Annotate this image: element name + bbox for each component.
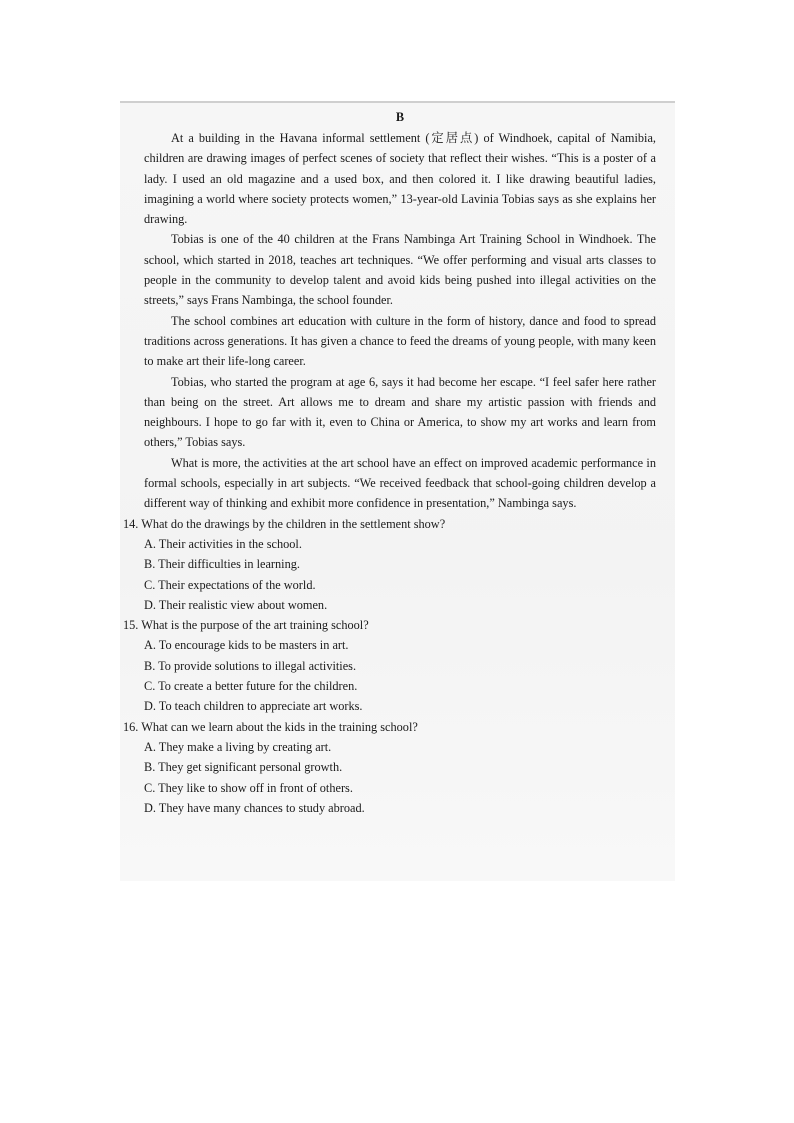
passage-paragraph-1: At a building in the Havana informal settlement (定居点) of Windhoek, capital of Namibia, children are drawing images of perfect scenes of society that reflect their wishes. “This is a poster of a lady. I used an old magazine and a used box, and then colored it. I like drawing beautiful ladies, imagining a world where society protects women,” 13-year-old Lavinia Tobias says as she explains her drawing. xyxy=(144,131,656,227)
section-heading: B xyxy=(395,110,405,124)
question-16-option-b: B. They get significant personal growth. xyxy=(144,760,343,775)
question-16-option-d: D. They have many chances to study abroad. xyxy=(144,800,365,815)
question-15-option-c: C. To create a better future for the children. xyxy=(144,679,358,694)
question-15-text: 15. What is the purpose of the art training school? xyxy=(123,618,369,633)
question-16-text: 16. What can we learn about the kids in the training school? xyxy=(123,719,418,734)
question-14-option-d: D. Their realistic view about women. xyxy=(144,597,328,612)
passage-paragraph-3: The school combines art education with culture in the form of history, dance and food to spread traditions across generations. It has given a chance to feed the dreams of young people, with many keen to make art their life-long career. xyxy=(144,313,656,369)
reading-passage xyxy=(123,108,656,818)
page-top-rule xyxy=(120,101,675,103)
question-14-option-c: C. Their expectations of the world. xyxy=(144,577,316,592)
passage-paragraph-5: What is more, the activities at the art school have an effect on improved academic performance in formal schools, especially in art subjects. “We received feedback that school-going children develop a different way of thinking and exhibit more confidence in presentation,” Nambinga says. xyxy=(144,455,656,511)
question-14 xyxy=(123,514,656,615)
question-15-option-b: B. To provide solutions to illegal activities. xyxy=(144,658,357,673)
question-14-option-a: A. Their activities in the school. xyxy=(144,536,302,551)
question-16-option-c: C. They like to show off in front of others. xyxy=(144,780,353,795)
passage-paragraph-2: Tobias is one of the 40 children at the Frans Nambinga Art Training School in Windhoek. The school, which started in 2018, teaches art techniques. “We offer performing and visual arts classes to people in the community to develop talent and avoid kids being pushed into illegal activities on the streets,” says Frans Nambinga, the school founder. xyxy=(144,232,656,308)
question-15-option-d: D. To teach children to appreciate art works. xyxy=(144,699,363,714)
passage-paragraph-4: Tobias, who started the program at age 6, says it had become her escape. “I feel safer here rather than being on the street. Art allows me to dream and share my artistic passion with friends and neighbours. I hope to go far with it, even to China or America, to show my art works and learn from others,” Tobias says. xyxy=(144,374,656,450)
question-16-option-a: A. They make a living by creating art. xyxy=(144,739,332,754)
question-16 xyxy=(123,717,656,818)
question-15-option-a: A. To encourage kids to be masters in art. xyxy=(144,638,349,653)
question-14-text: 14. What do the drawings by the children in the settlement show? xyxy=(123,516,446,531)
question-14-option-b: B. Their difficulties in learning. xyxy=(144,557,300,572)
question-15 xyxy=(123,615,656,716)
